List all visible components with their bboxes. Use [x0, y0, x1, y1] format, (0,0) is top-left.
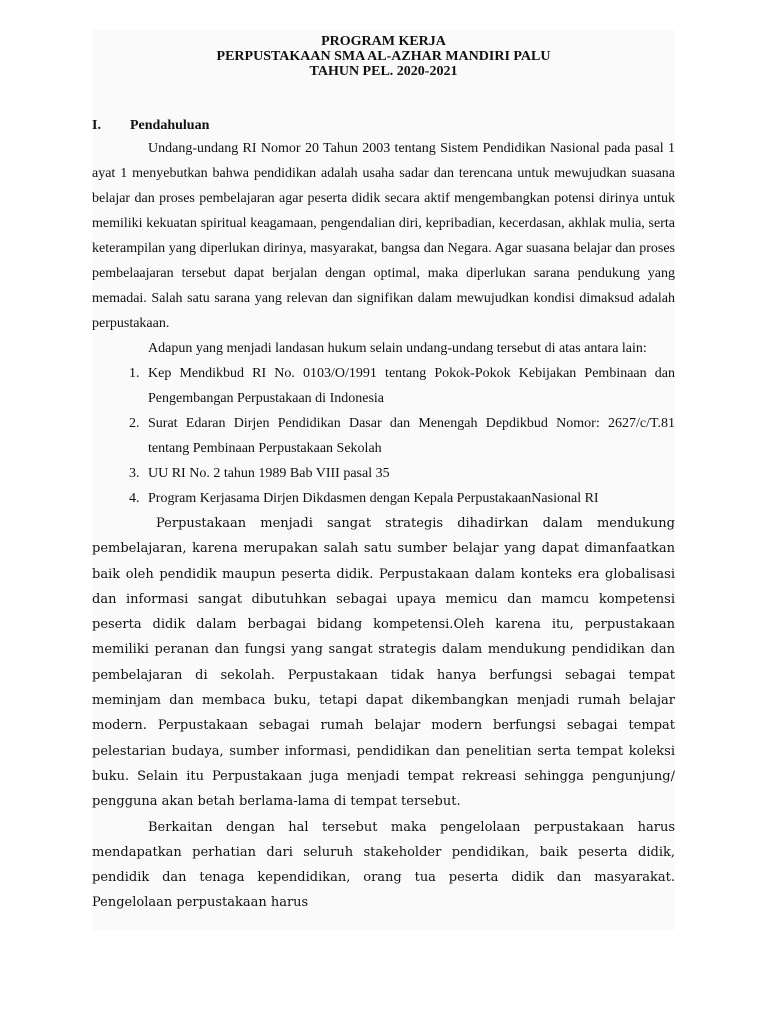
document-title [92, 34, 675, 79]
list-item [92, 486, 675, 511]
list-item [92, 461, 675, 486]
list-item-text: Surat Edaran Dirjen Pendidikan Dasar dan Menengah Depdikbud Nomor: 2627/c/T.81 tentang Pembinaan Perpustakaan Sekolah [148, 416, 675, 456]
list-item-number: 1. [129, 366, 140, 381]
paragraph-strategis: Perpustakaan menjadi sangat strategis dihadirkan dalam mendukung pembelajaran, karena merupakan salah satu sumber belajar yang dapat dimanfaatkan baik oleh pendidik maupun peserta didik. Perpustakaan dalam konteks era globalisasi dan informasi sangat dibutuhkan sebagai upaya memicu dan mamcu kompetensi peserta didik dalam berbagai bidang kompetensi.Oleh karena itu, perpustakaan memiliki peranan dan fungsi yang sangat strategis dalam mendukung pendidikan dan pembelajaran di sekolah. Perpustakaan tidak hanya berfungsi sebagai tempat meminjam dan membaca buku, tetapi dapat dikembangkan menjadi rumah belajar modern. Perpustakaan sebagai rumah belajar modern berfungsi sebagai tempat pelestarian budaya, sumber informasi, pendidikan dan penelitian serta tempat koleksi buku. Selain itu Perpustakaan juga menjadi tempat rekreasi sehingga pengunjung/ pengguna akan betah berlama-lama di tempat tersebut. [92, 516, 675, 810]
list-item [92, 411, 675, 461]
paragraph-intro: Undang-undang RI Nomor 20 Tahun 2003 tentang Sistem Pendidikan Nasional pada pasal 1 ayat 1 menyebutkan bahwa pendidikan adalah usaha sadar dan terencana untuk mewujudkan suasana belajar dan proses pembelajaran agar peserta didik secara aktif mengembangkan potensi dirinya untuk memiliki kekuatan spiritual keagamaan, pengendalian diri, kepribadian, kecerdasan, akhlak mulia, serta keterampilan yang diperlukan dirinya, masyarakat, bangsa dan Negara. Agar suasana belajar dan proses pembelaajaran tersebut dapat berjalan dengan optimal, maka diperlukan sarana pendukung yang memadai. Salah satu sarana yang relevan dan signifikan dalam mewujudkan kondisi dimaksud adalah perpustakaan. [92, 141, 675, 331]
title-line-year: TAHUN PEL. 2020-2021 [309, 64, 458, 79]
paragraph-landasan: Adapun yang menjadi landasan hukum selain undang-undang tersebut di atas antara lain: [148, 341, 647, 356]
title-line-program: PROGRAM KERJA [321, 34, 446, 49]
list-item-text: UU RI No. 2 tahun 1989 Bab VIII pasal 35 [148, 466, 390, 481]
document-page [92, 34, 675, 916]
list-item-number: 4. [129, 491, 140, 506]
legal-basis-list [92, 361, 675, 511]
section-title: Pendahuluan [130, 118, 210, 133]
section-number: I. [92, 118, 101, 133]
list-item-text: Kep Mendikbud RI No. 0103/O/1991 tentang Pokok-Pokok Kebijakan Pembinaan dan Pengembangan Perpustakaan di Indonesia [148, 366, 675, 406]
list-item [92, 361, 675, 411]
list-item-number: 2. [129, 416, 140, 431]
list-item-number: 3. [129, 466, 140, 481]
paragraph-berkaitan: Berkaitan dengan hal tersebut maka pengelolaan perpustakaan harus mendapatkan perhatian dari seluruh stakeholder pendidikan, baik peserta didik, pendidik dan tenaga kependidikan, orang tua peserta didik dan masyarakat. Pengelolaan perpustakaan harus [92, 819, 675, 911]
section-heading [92, 118, 675, 134]
list-item-text: Program Kerjasama Dirjen Dikdasmen dengan Kepala PerpustakaanNasional RI [148, 491, 599, 506]
title-line-library: PERPUSTAKAAN SMA AL-AZHAR MANDIRI PALU [216, 49, 551, 64]
